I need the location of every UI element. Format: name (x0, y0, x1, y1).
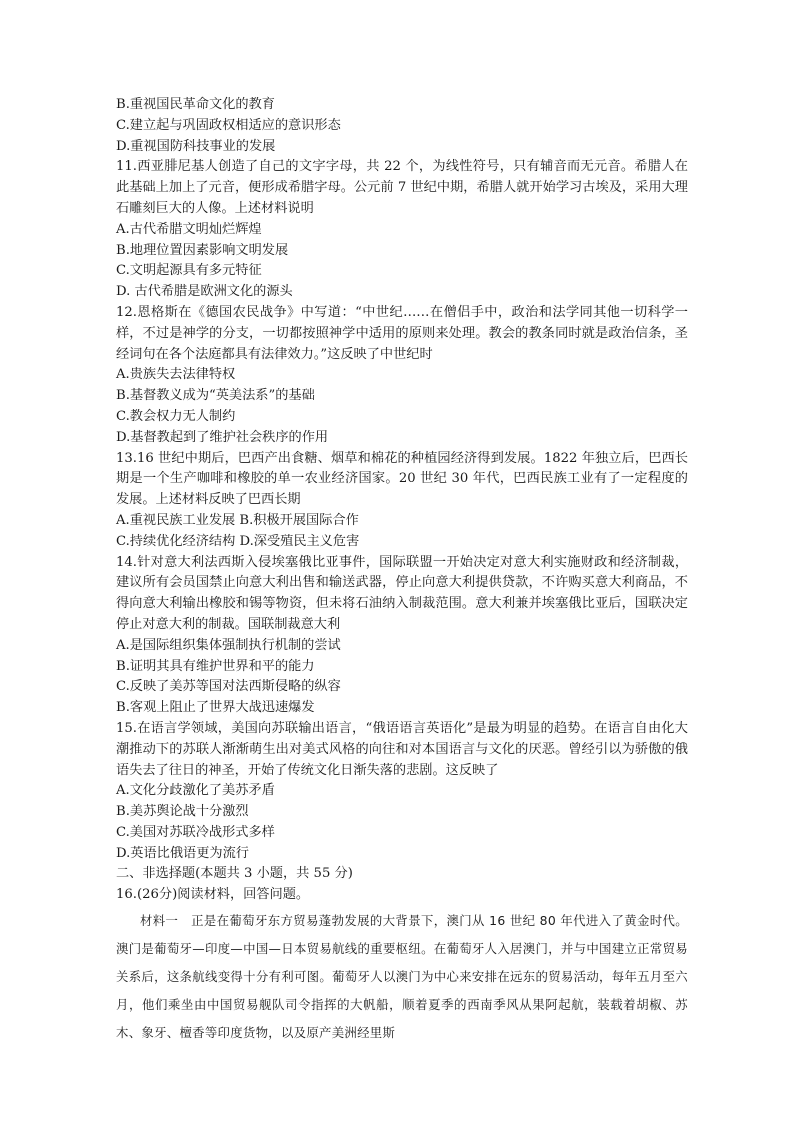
option-line: D.英语比俄语更为流行 (116, 845, 249, 861)
option-line: C.建立起与巩固政权相适应的意识形态 (116, 117, 341, 133)
option-line: C.美国对苏联冷战形式多样 (116, 824, 275, 840)
option-line: C.教会权力无人制约 (116, 408, 236, 424)
option-line: D.基督教起到了维护社会秩序的作用 (116, 429, 329, 445)
option-line: B.证明其具有维护世界和平的能力 (116, 658, 315, 674)
continued-options (116, 95, 688, 157)
option-line: A.是国际组织集体强制执行机制的尝试 (116, 637, 341, 653)
question-stem: 15.在语言学领域，美国向苏联输出语言，“俄语语言英语化”是最为明显的趋势。在语言自由化大潮推动下的苏联人渐渐萌生出对美式风格的向往和对本国语言与文化的厌恶。曾经引以为骄傲的俄语失去了往日的神圣，开始了传统文化日渐失落的悲剧。这反映了 (116, 720, 688, 778)
option-line: B.客观上阻止了世界大战迅速爆发 (116, 700, 315, 716)
material-one-paragraph: 材料一 正是在葡萄牙东方贸易蓬勃发展的大背景下，澳门从 16 世纪 80 年代进入了黄金时代。澳门是葡萄牙—印度—中国—日本贸易航线的重要枢纽。在葡萄牙人入居澳门，并与中国建立正常贸易关系后，这条航线变得十分有利可图。葡萄牙人以澳门为中心来安排在远东的贸易活动，每年五月至六月，他们乘坐由中国贸易舰队司令指挥的大帆船，顺着夏季的西南季风从果阿起航，装载着胡椒、苏木、象牙、檀香等印度货物，以及原产美洲经里斯 (116, 913, 688, 1041)
option-line: D.重视国防科技事业的发展 (116, 138, 276, 154)
option-line: B.基督教义成为“英美法系”的基础 (116, 388, 315, 404)
section-heading: 二、非选择题(本题共 3 小题，共 55 分) (116, 866, 353, 882)
question-16-intro: 16.(26分)阅读材料，回答问题。 (116, 887, 310, 903)
option-line: C.反映了美苏等国对法西斯侵略的纵容 (116, 679, 341, 695)
option-line: A.文化分歧激化了美苏矛盾 (116, 783, 275, 799)
option-line: A.贵族失去法律特权 (116, 367, 236, 383)
question-14 (116, 553, 688, 719)
option-line: D. 古代希腊是欧洲文化的源头 (116, 284, 293, 300)
question-stem: 14.针对意大利法西斯入侵埃塞俄比亚事件，国际联盟一开始决定对意大利实施财政和经济制裁，建议所有会员国禁止向意大利出售和输送武器，停止向意大利提供贷款，不许购买意大利商品，不得向意大利输出橡胶和锡等物资，但未将石油纳入制裁范围。意大利兼并埃塞俄比亚后，国联决定停止对意大利的制裁。国联制裁意大利 (116, 554, 688, 632)
option-line: C.持续优化经济结构 D.深受殖民主义危害 (116, 533, 360, 549)
question-stem: 13.16 世纪中期后，巴西产出食糖、烟草和棉花的种植园经济得到发展。1822 年独立后，巴西长期是一个生产咖啡和橡胶的单一农业经济国家。20 世纪 30 年代，巴西民族工业有了一定程度的发展。上述材料反映了巴西长期 (116, 450, 688, 508)
option-line: B.美苏舆论战十分激烈 (116, 804, 249, 820)
question-stem: 12.恩格斯在《德国农民战争》中写道：“中世纪……在僧侣手中，政治和法学同其他一切科学一样，不过是神学的分支，一切都按照神学中适用的原则来处理。教会的教条同时就是政治信条，圣经词句在各个法庭都具有法律效力。”这反映了中世纪时 (116, 304, 688, 362)
exam-page (116, 95, 688, 1047)
option-line: C.文明起源具有多元特征 (116, 263, 262, 279)
option-line: B.地理位置因素影响文明发展 (116, 242, 289, 258)
question-11 (116, 157, 688, 303)
question-stem: 11.西亚腓尼基人创造了自己的文字字母，共 22 个，为线性符号，只有辅音而无元音。希腊人在此基础上加上了元音，便形成希腊字母。公元前 7 世纪中期，希腊人就开始学习古埃及，采用大理石雕刻巨大的人像。上述材料说明 (116, 159, 688, 216)
question-12 (116, 303, 688, 449)
question-13 (116, 449, 688, 553)
option-line: A.重视民族工业发展 B.积极开展国际合作 (116, 512, 359, 528)
question-15 (116, 719, 688, 865)
section-two (116, 864, 688, 1047)
option-line: A.古代希腊文明灿烂辉煌 (116, 221, 262, 237)
option-line: B.重视国民革命文化的教育 (116, 97, 275, 112)
